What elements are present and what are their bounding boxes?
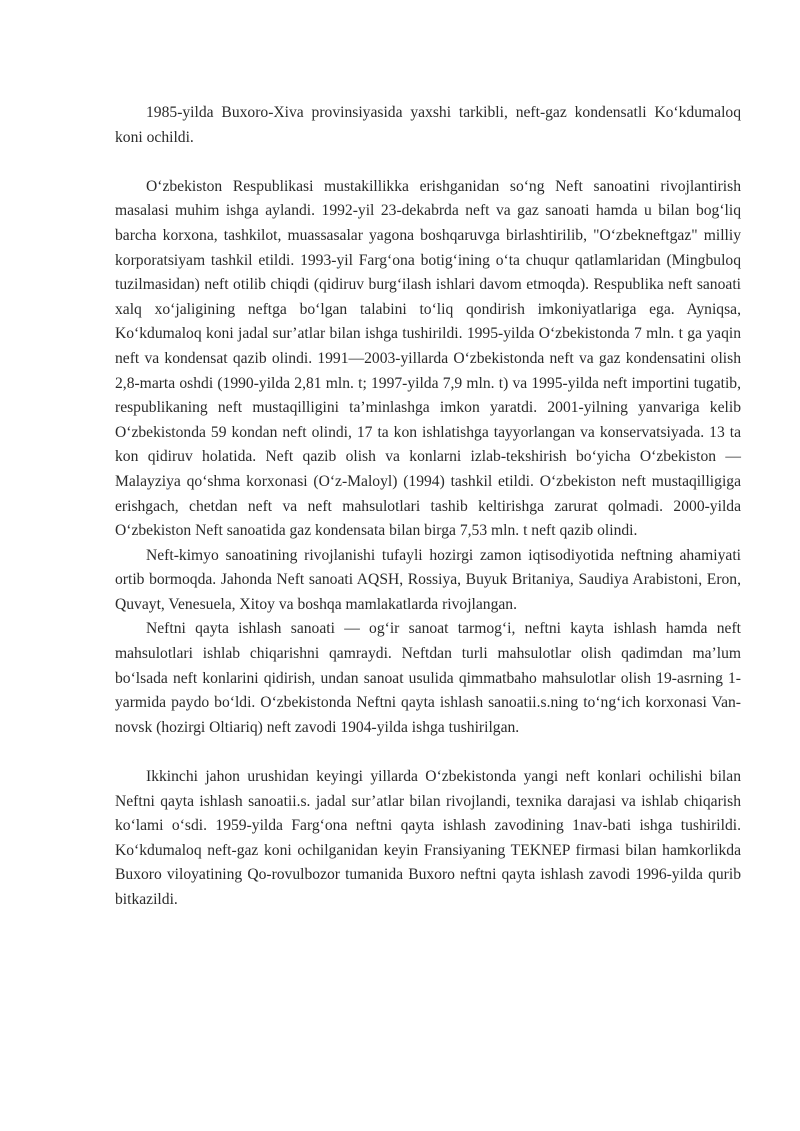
paragraph-petrochemical-world: Neft-kimyo sanoatining rivojlanishi tufayli hozirgi zamon iqtisodiyotida neftning ahamiyati ortib bormoqda. Jahonda Neft sanoati AQSH, Rossiya, Buyuk Britaniya, Saudiya Arabistoni, Eron, Quvayt, Venesuela, Xitoy va boshqa mamlakatlarda rivojlangan. [115, 546, 741, 613]
paragraph-independence-oil-industry: O‘zbekiston Respublikasi mustakillikka erishganidan so‘ng Neft sanoatini rivojlantirish masalasi muhim ishga aylandi. 1992-yil 23-dekabrda neft va gaz sanoati hamda u bilan bog‘liq barcha korxona, tashkilot, muassasalar yagona boshqaruvga birlashtirilib, "O‘zbekneftgaz" milliy korporatsiyam tashkil etildi. 1993-yil Farg‘ona botig‘ining o‘ta chuqur qatlamlaridan (Mingbuloq tuzilmasidan) neft otilib chiqdi (qidiruv burg‘ilash ishlari davom etmoqda). Respublika neft sanoati xalq xo‘jaligining neftga bo‘lgan talabini to‘liq qondirish imkoniyatlariga ega. Ayniqsa, Ko‘kdumaloq koni jadal sur’atlar bilan ishga tushirildi. 1995-yilda O‘zbekistonda 7 mln. t ga yaqin neft va kondensat qazib olindi. 1991—2003-yillarda O‘zbekistonda neft va gaz kondensatini olish 2,8-marta oshdi (1990-yilda 2,81 mln. t; 1997-yilda 7,9 mln. t) va 1995-yilda neft importini tugatib, respublikaning neft mustaqilligini ta’minlashga imkon yaratdi. 2001-yilning yanvariga kelib O‘zbekistonda 59 kondan neft olindi, 17 ta kon ishlatishga tayyorlangan va konservatsiyada. 13 ta kon qidiruv holatida. Neft qazib olish va konlarni izlab-tekshirish bo‘yicha O‘zbekiston — Malayziya qo‘shma korxonasi (O‘z-Maloyl) (1994) tashkil etildi. O‘zbekiston neft mustaqilligiga erishgach, chetdan neft va neft mahsulotlari tashib keltirishga zarurat qolmadi. 2000-yilda O‘zbekiston Neft sanoatida gaz kondensata bilan birga 7,53 mln. t neft qazib olindi. [115, 177, 741, 540]
paragraph-kokdumaloq-discovery: 1985-yilda Buxoro-Xiva provinsiyasida yaxshi tarkibli, neft-gaz kondensatli Ko‘kdumaloq koni ochildi. [115, 104, 741, 146]
document-page [115, 101, 741, 913]
paragraph-oil-refining-industry: Neftni qayta ishlash sanoati — og‘ir sanoat tarmog‘i, neftni kayta ishlash hamda neft mahsulotlari ishlab chiqarishni qamraydi. Neftdan turli mahsulotlar olish qadimdan ma’lum bo‘lsada neft konlarini qidirish, undan sanoat usulida qimmatbaho mahsulotlar olish 19-asrning 1-yarmida paydo bo‘ldi. O‘zbekistonda Neftni qayta ishlash sanoatii.s.ning to‘ng‘ich korxonasi Van-novsk (hozirgi Oltiariq) neft zavodi 1904-yilda ishga tushirilgan. [115, 620, 741, 736]
paragraph-postwar-refining: Ikkinchi jahon urushidan keyingi yillarda O‘zbekistonda yangi neft konlari ochilishi bilan Neftni qayta ishlash sanoatii.s. jadal sur’atlar bilan rivojlandi, texnika darajasi va ishlab chiqarish ko‘lami o‘sdi. 1959-yilda Farg‘ona neftni qayta ishlash zavodining 1nav-bati ishga tushirildi. Ko‘kdumaloq neft-gaz koni ochilganidan keyin Fransiyaning TEKNEP firmasi bilan hamkorlikda Buxoro viloyatining Qo-rovulbozor tumanida Buxoro neftni qayta ishlash zavodi 1996-yilda qurib bitkazildi. [115, 768, 741, 908]
